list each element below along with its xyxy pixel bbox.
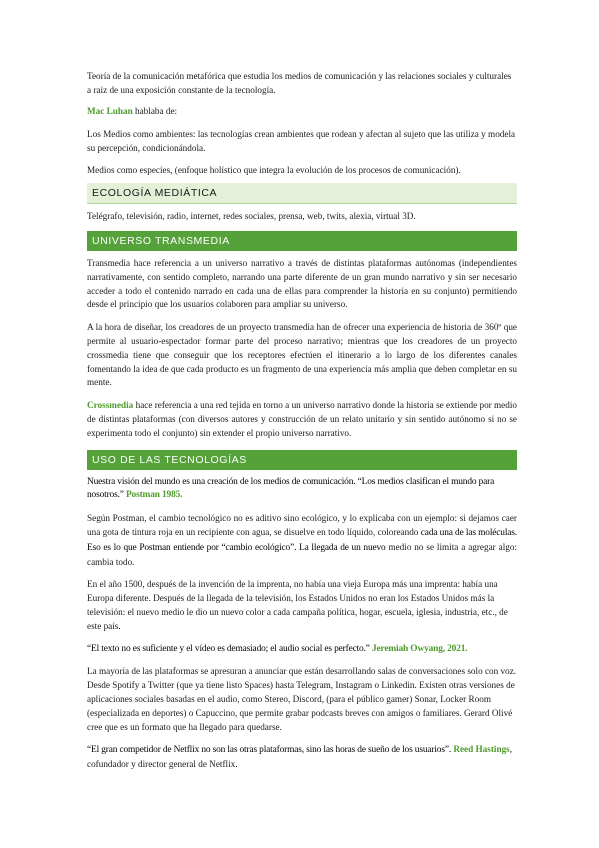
- intro-definition: Teoría de la comunicación metafórica que estudia los medios de comunicación y las relaciones sociales y culturales a raíz de una exposición constante de la tecnología.: [87, 71, 512, 95]
- quote-owyang-author: Jeremiah Owyang, 2021.: [369, 643, 468, 654]
- europa-paragraph: En el año 1500, después de la invención de la imprenta, no había una vieja Europa más una imprenta: había una Europa diferente. Después de la llegada de la televisión, los Estados Unidos no eran los Estados Unidos más la televisión: el nuevo medio le dio un nuevo color a cada campaña política, hogar, escuela, iglesia, industria, etc., de este país.: [87, 579, 508, 631]
- postman-text-a: Según Postman, el cambio tecnológico no es aditivo sino ecológico, y lo explicaba con un ejemplo: si dejamos caer una gota de tintura roja en un recipiente con agua, se disuelve en todo líquido, coloreando: [87, 513, 517, 537]
- quote-hastings-text: “El gran competidor de Netflix no son las otras plataformas, sino las horas de sueño de los usuarios”.: [87, 745, 452, 756]
- crossmedia-text: hace referencia a una red tejida en torno a un universo narrativo donde la historia se extiende por medio de distintas plataformas (con diversos autores y construcción de un relato unitario y sin sentido autónomo si no se experimenta todo el conjunto) sin extender el propio universo narrativo.: [87, 400, 517, 438]
- transmedia-p2: A la hora de diseñar, los creadores de un proyecto transmedia han de ofrecer una experiencia de historia de 360º que permite al usuario-espectador formar parte del proceso narrativo; mientras que los creadores de un proyecto crossmedia tiene que conseguir que los receptores efectúen el itinerario a lo largo de los diferentes canales fomentando la idea de que cada producto es un fragmento de una experiencia más amplia que deben completar en su mente.: [87, 322, 517, 388]
- quote-hastings: [87, 743, 517, 772]
- quote-postman-text: Nuestra visión del mundo es una creación de los medios de comunicación. “Los medios clasifican el mundo para nosotros.”: [87, 476, 495, 501]
- quote-owyang-text: “El texto no es suficiente y el vídeo es demasiado; el audio social es perfecto.”: [87, 643, 370, 654]
- postman-text-b: cada una de las moléculas. Eso es lo que Postman entiende por “cambio ecológico”. La llegada de un nuevo: [87, 527, 517, 553]
- quote-hastings-author: Reed Hastings: [451, 744, 510, 755]
- crossmedia-term: Crossmedia: [87, 400, 134, 411]
- ecologia-list: Telégrafo, televisión, radio, internet, redes sociales, prensa, web, twits, alexia, virtual 3D.: [87, 211, 416, 222]
- platforms-paragraph: La mayoría de las plataformas se apresuran a anunciar que están desarrollando salas de conversaciones solo con voz. Desde Spotify a Twitter (que ya tiene listo Spaces) hasta Telegram, Instagram o Linkedin. Existen otras versiones de aplicaciones sociales basadas en el audio, como Stereo, Discord, (para el público gamer) Sonar, Locker Room (especializada en deportes) o Capuccino, que permite grabar podcasts breves con amigos o familiares. Gerard Olivé cree que es un formato que ha llegado para quedarse.: [87, 666, 517, 732]
- heading-transmedia: UNIVERSO TRANSMEDIA: [87, 231, 517, 251]
- transmedia-p1: Transmedia hace referencia a un universo narrativo a través de distintas plataformas autónomas (independientes narrativamente, con sentido completo, narrando una parte diferente de un gran mundo narrativo y sin ser necesario acceder a todo el contenido narrado en cada una de ellas para comprender la historia en su conjunto) permitiendo desde el principio que los usuarios colaboren para ampliar su universo.: [87, 257, 517, 310]
- author-rest: hablaba de:: [132, 106, 178, 116]
- postman-paragraph: [87, 512, 517, 569]
- crossmedia-paragraph: [87, 399, 517, 440]
- document-page: [87, 70, 517, 772]
- author-mac-luhan: Mac Luhan: [87, 106, 133, 116]
- heading-ecologia: ECOLOGÍA MEDIÁTICA: [87, 183, 517, 204]
- heading-tecnologias: USO DE LAS TECNOLOGÍAS: [87, 450, 517, 470]
- quote-postman-author: Postman 1985.: [123, 490, 183, 501]
- mac-luhan-line: [87, 105, 517, 119]
- media-species: Medios como especies, (enfoque holístico que integra la evolución de los procesos de comunicación).: [87, 165, 461, 176]
- quote-hastings-rest: , cofundador y director general de Netflix.: [87, 744, 513, 770]
- quote-owyang: [87, 643, 517, 657]
- quote-postman: [87, 476, 517, 504]
- postman-text-c: medio no se limita a agregar algo: cambia todo.: [87, 541, 517, 567]
- media-environments: Los Medios como ambientes: las tecnologías crean ambientes que rodean y afectan al sujeto que las utiliza y modela su percepción, condicionándola.: [87, 128, 516, 153]
